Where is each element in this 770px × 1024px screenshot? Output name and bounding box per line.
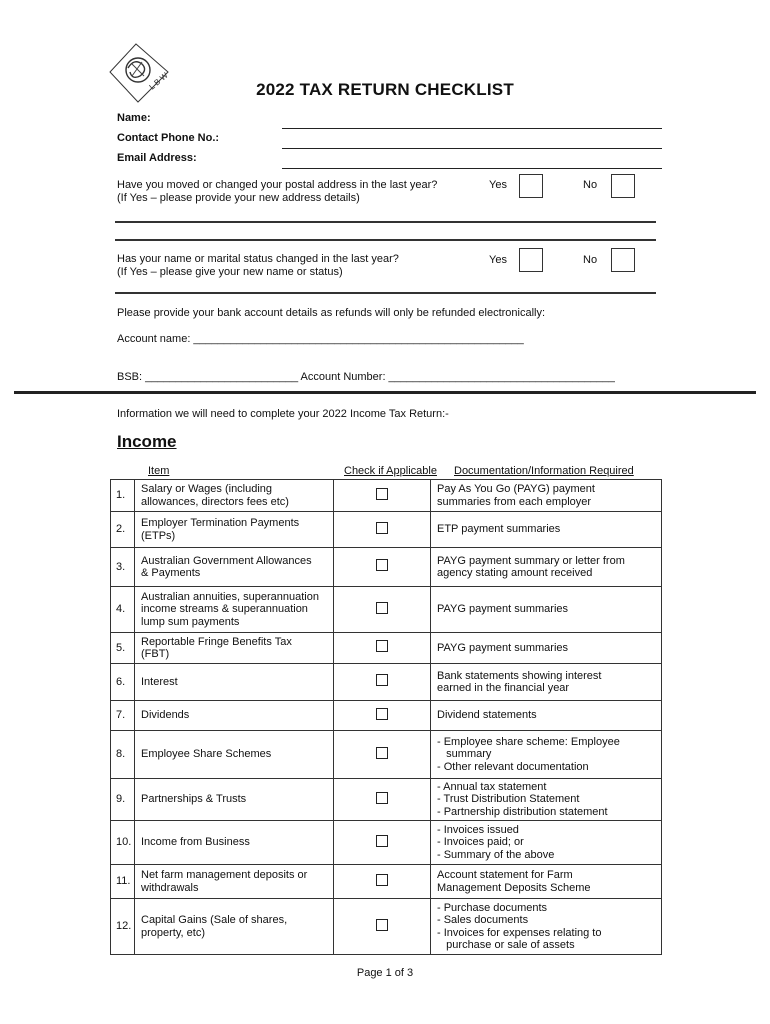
check-cell (334, 731, 431, 779)
name-input-line[interactable] (282, 128, 662, 129)
documentation-cell (431, 633, 662, 664)
row-number: 9. (111, 779, 135, 821)
item-text-line: income streams & superannuation (141, 603, 308, 616)
name-field[interactable] (117, 112, 662, 130)
item-text-line: (ETPs) (141, 529, 176, 542)
check-cell (334, 480, 431, 512)
phone-label: Contact Phone No.: (117, 132, 220, 144)
check-cell (334, 512, 431, 548)
name-status-question-line2: (If Yes – please give your new name or status) (117, 266, 343, 278)
table-row (111, 587, 662, 633)
documentation-cell (431, 512, 662, 548)
row-number: 10. (111, 821, 135, 865)
address-question-line2: (If Yes – please provide your new address details) (117, 192, 360, 204)
item-text-line: Employee Share Schemes (141, 748, 272, 761)
documentation-text-line: purchase or sale of assets (437, 939, 575, 951)
table-row (111, 821, 662, 865)
name-status-no-checkbox[interactable] (611, 248, 635, 272)
table-row (111, 512, 662, 548)
income-section-title: Income (117, 432, 177, 451)
documentation-text-line: summary (437, 748, 492, 761)
documentation-text-line: - Annual tax statement (437, 780, 547, 793)
info-line: Information we will need to complete your 2022 Income Tax Return:- (117, 408, 449, 420)
row-number: 4. (111, 587, 135, 633)
item-text-line: allowances, directors fees etc) (141, 495, 289, 508)
item-cell (135, 731, 334, 779)
item-cell (135, 587, 334, 633)
documentation-text-line: PAYG payment summary or letter from (437, 554, 625, 567)
table-row (111, 899, 662, 955)
documentation-text-line: Management Deposits Scheme (437, 881, 591, 894)
check-cell (334, 587, 431, 633)
applicable-checkbox[interactable] (376, 488, 388, 500)
page-title: 2022 TAX RETURN CHECKLIST (256, 80, 514, 99)
documentation-cell (431, 587, 662, 633)
check-cell (334, 821, 431, 865)
address-no-label: No (583, 179, 598, 191)
logo-initials: L B W (147, 70, 170, 92)
name-status-question-line1: Has your name or marital status changed in the last year? (117, 253, 399, 265)
applicable-checkbox[interactable] (376, 674, 388, 686)
item-cell (135, 701, 334, 731)
documentation-cell (431, 701, 662, 731)
row-number: 12. (111, 899, 135, 955)
documentation-text-line: Bank statements showing interest (437, 669, 602, 682)
item-text-line: Australian Government Allowances (141, 554, 312, 567)
item-text-line: Partnerships & Trusts (141, 793, 247, 806)
documentation-text-line: - Other relevant documentation (437, 760, 589, 773)
documentation-text-line: - Partnership distribution statement (437, 805, 608, 818)
item-cell (135, 899, 334, 955)
applicable-checkbox[interactable] (376, 602, 388, 614)
address-yes-label: Yes (489, 179, 507, 191)
name-status-yes-label: Yes (489, 254, 507, 266)
check-cell (334, 865, 431, 899)
address-question-line1: Have you moved or changed your postal address in the last year? (117, 179, 438, 191)
row-number: 11. (111, 865, 135, 899)
name-label: Name: (117, 112, 151, 124)
column-heading-documentation: Documentation/Information Required (454, 465, 634, 477)
item-text-line: & Payments (141, 567, 201, 579)
documentation-text-line: - Invoices issued (437, 823, 519, 836)
applicable-checkbox[interactable] (376, 747, 388, 759)
documentation-text-line: - Invoices paid; or (437, 836, 524, 849)
item-text-line: Net farm management deposits or (141, 869, 308, 881)
row-number: 2. (111, 512, 135, 548)
table-row (111, 731, 662, 779)
name-status-input-rule[interactable] (115, 292, 656, 294)
email-input-line[interactable] (282, 168, 662, 169)
item-cell (135, 865, 334, 899)
documentation-text-line: - Trust Distribution Statement (437, 793, 580, 806)
applicable-checkbox[interactable] (376, 640, 388, 652)
row-number: 3. (111, 548, 135, 587)
documentation-text-line: - Employee share scheme: Employee (437, 735, 620, 748)
row-number: 5. (111, 633, 135, 664)
item-cell (135, 779, 334, 821)
name-status-question (117, 253, 399, 279)
column-heading-item: Item (148, 465, 170, 477)
bank-intro: Please provide your bank account details as refunds will only be refunded electronically: (117, 307, 546, 319)
name-status-yes-checkbox[interactable] (519, 248, 543, 272)
applicable-checkbox[interactable] (376, 919, 388, 931)
account-name-field[interactable]: Account name: ______________________________________________________ (117, 333, 524, 345)
row-number: 1. (111, 480, 135, 512)
applicable-checkbox[interactable] (376, 835, 388, 847)
address-no-checkbox[interactable] (611, 174, 635, 198)
documentation-text-line: Pay As You Go (PAYG) payment (437, 483, 595, 495)
item-text-line: Capital Gains (Sale of shares, (141, 914, 288, 926)
documentation-text-line: - Summary of the above (437, 848, 555, 861)
address-input-rule-1[interactable] (115, 221, 656, 223)
applicable-checkbox[interactable] (376, 874, 388, 886)
table-row (111, 480, 662, 512)
documentation-text-line: ETP payment summaries (437, 523, 561, 536)
item-text-line: Dividends (141, 709, 190, 722)
item-cell (135, 633, 334, 664)
documentation-text-line: - Sales documents (437, 914, 529, 926)
item-text-line: Interest (141, 675, 178, 688)
documentation-text-line: - Purchase documents (437, 901, 548, 914)
applicable-checkbox[interactable] (376, 792, 388, 804)
documentation-cell (431, 548, 662, 587)
documentation-cell (431, 664, 662, 701)
applicable-checkbox[interactable] (376, 522, 388, 534)
address-yes-checkbox[interactable] (519, 174, 543, 198)
table-row (111, 664, 662, 701)
documentation-cell (431, 731, 662, 779)
item-cell (135, 480, 334, 512)
item-cell (135, 664, 334, 701)
table-row (111, 779, 662, 821)
row-number: 7. (111, 701, 135, 731)
documentation-text-line: earned in the financial year (437, 682, 570, 694)
table-row (111, 865, 662, 899)
item-text-line: (FBT) (141, 648, 170, 660)
applicable-checkbox[interactable] (376, 559, 388, 571)
row-number: 8. (111, 731, 135, 779)
documentation-text-line: PAYG payment summaries (437, 641, 569, 654)
documentation-cell (431, 779, 662, 821)
phone-input-line[interactable] (282, 148, 662, 149)
documentation-text-line: Account statement for Farm (437, 869, 573, 881)
item-text-line: property, etc) (141, 926, 205, 939)
column-heading-check: Check if Applicable (344, 465, 437, 477)
documentation-cell (431, 821, 662, 865)
check-cell (334, 779, 431, 821)
income-items-table (110, 479, 662, 955)
item-text-line: Income from Business (141, 836, 250, 849)
name-status-no-label: No (583, 254, 598, 266)
item-text-line: lump sum payments (141, 615, 240, 628)
address-question (117, 179, 437, 205)
page-number: Page 1 of 3 (356, 967, 414, 979)
check-cell (334, 701, 431, 731)
item-text-line: Salary or Wages (including (141, 483, 273, 495)
check-cell (334, 633, 431, 664)
check-cell (334, 899, 431, 955)
email-field[interactable] (117, 152, 662, 170)
item-cell (135, 548, 334, 587)
documentation-text-line: agency stating amount received (437, 567, 593, 579)
documentation-text-line: summaries from each employer (437, 495, 592, 508)
email-label: Email Address: (117, 152, 197, 164)
documentation-text-line: - Invoices for expenses relating to (437, 926, 602, 939)
applicable-checkbox[interactable] (376, 708, 388, 720)
phone-field[interactable] (117, 132, 662, 150)
item-cell (135, 512, 334, 548)
documentation-cell (431, 899, 662, 955)
documentation-text-line: PAYG payment summaries (437, 603, 569, 616)
address-input-rule-2[interactable] (115, 239, 656, 241)
section-divider (14, 391, 756, 394)
check-cell (334, 664, 431, 701)
check-cell (334, 548, 431, 587)
item-text-line: Employer Termination Payments (141, 517, 300, 529)
row-number: 6. (111, 664, 135, 701)
documentation-text-line: Dividend statements (437, 709, 537, 722)
documentation-cell (431, 480, 662, 512)
bsb-account-number-field[interactable]: BSB: _________________________ Account Number: _____________________________________ (117, 371, 615, 383)
item-text-line: withdrawals (141, 881, 199, 894)
documentation-cell (431, 865, 662, 899)
item-text-line: Reportable Fringe Benefits Tax (141, 635, 292, 648)
item-cell (135, 821, 334, 865)
table-row (111, 633, 662, 664)
table-row (111, 701, 662, 731)
item-text-line: Australian annuities, superannuation (141, 590, 319, 603)
table-row (111, 548, 662, 587)
